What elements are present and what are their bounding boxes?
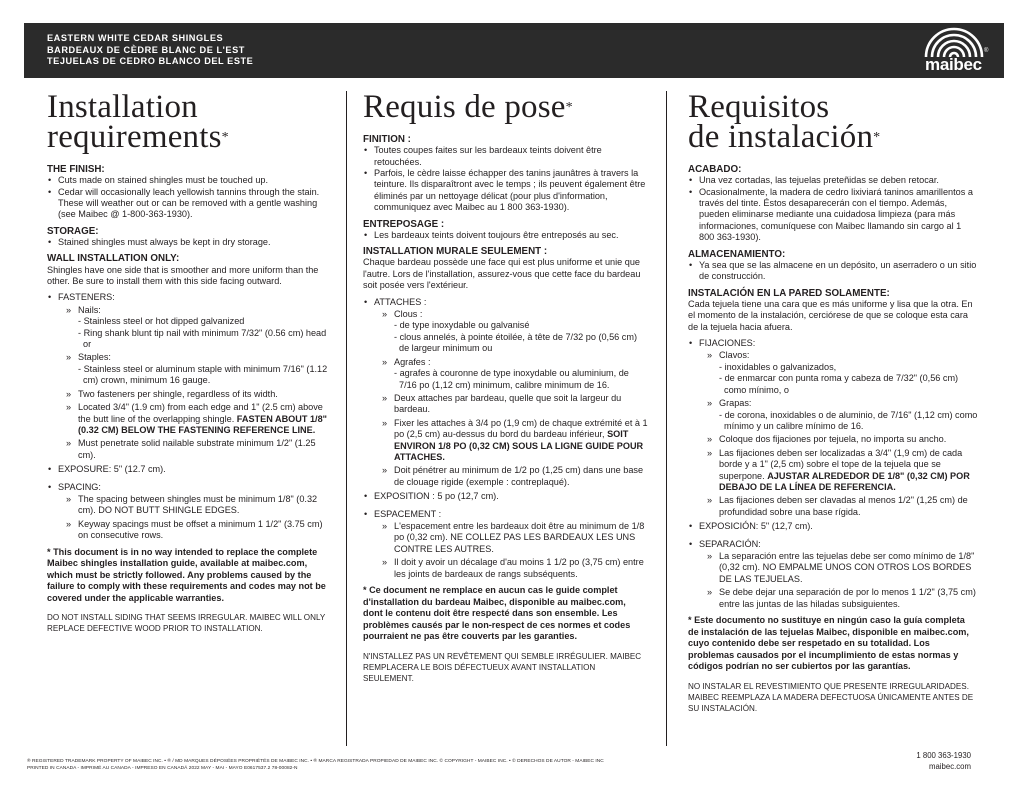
list-item-fasteners: [47, 292, 332, 461]
fasteners-label: FASTENERS:: [58, 292, 115, 303]
title-line-1: Requisitos: [688, 89, 830, 125]
footer-website[interactable]: maibec.com: [928, 761, 971, 771]
maibec-arch-icon: [918, 26, 990, 58]
sub-item: [382, 418, 648, 464]
sub-item: » L'espacement entre les bardeaux doit être au minimum de 1/8 po (0,32 cm). NE COLLEZ PAS LES BARDEAUX LES UNS CONTRE LES AUTRES.: [382, 521, 648, 555]
storage-list: [47, 237, 332, 248]
staples-label: Grapas:: [719, 398, 752, 409]
list-item-fasteners: [688, 338, 978, 518]
dash-list: [78, 364, 332, 387]
disclaimer-note: * Ce document ne remplace en aucun cas le guide complet d'installation du bardeau Maibec, disponible au maibec.com, dont le contenu doit être respecté dans son ensemble. Les problèmes causés par le non-respect de ces normes et codes pourraient ne pas être couverts par les garanties.: [363, 585, 631, 642]
nails-label: Nails:: [78, 304, 101, 315]
title-asterisk: *: [565, 100, 573, 115]
section-heading-wall: INSTALACIÓN EN LA PARED SOLAMENTE:: [688, 287, 890, 299]
title-asterisk: *: [221, 130, 229, 145]
located-text: Located 3/4" (1.9 cm) from each edge and 1" (2.5 cm) above the butt line of the overlapping shingle.: [78, 402, 323, 424]
list-item: • Cuts made on stained shingles must be touched up.: [47, 175, 332, 186]
list-item-fasteners: [363, 297, 648, 489]
title-line-2: de instalación: [688, 119, 874, 155]
dash-list: [78, 316, 332, 350]
nails-label: Clous :: [394, 309, 423, 320]
spacing-sublist: [699, 551, 978, 610]
sub-item: » Se debe dejar una separación de por lo menos 1 1/2" (3,75 cm) entre las juntas de las hiladas subsiguientes.: [707, 587, 978, 610]
spacing-sublist: [58, 494, 332, 542]
sub-item: [707, 350, 978, 396]
footer-legal: [27, 759, 604, 772]
list-item: • Una vez cortadas, las tejuelas preteñidas se deben retocar.: [688, 175, 978, 186]
title-asterisk: *: [873, 130, 881, 145]
wall-paragraph: Chaque bardeau possède une face qui est plus uniforme et unie que l'autre. Lors de l'installation, assurez-vous que cette face du bardeau soit posée vers l'extérieur.: [363, 257, 641, 291]
final-warning: N'INSTALLEZ PAS UN REVÊTEMENT QUI SEMBLE IRRÉGULIER. MAIBEC REMPLACERA LE BOIS DÉFECTUEUX AVANT INSTALLATION SEULEMENT.: [363, 651, 642, 683]
sub-item: » La separación entre las tejuelas debe ser como mínimo de 1/8" (0,32 cm). NO EMPALME UNOS CON OTROS LOS BORDES DE LAS TEJUELAS.: [707, 551, 978, 585]
list-item-spacing: [688, 539, 978, 610]
sub-item: » Deux attaches par bardeau, quelle que soit la largeur du bardeau.: [382, 393, 648, 416]
list-item-exposure: • EXPOSITION : 5 po (12,7 cm).: [363, 491, 648, 502]
fasteners-sublist: [374, 309, 648, 488]
dash-item: - de enmarcar con punta roma y cabeza de 7/32" (0,56 cm) como mínimo, o: [719, 373, 959, 395]
list-item: • Ya sea que se las almacene en un depósito, un aserradero o un sitio de construcción.: [688, 260, 978, 283]
sub-item: » Coloque dos fijaciones por tejuela, no importa su ancho.: [707, 434, 978, 445]
wall-paragraph: Shingles have one side that is smoother and more uniform than the other. Be sure to install them with this side facing outward.: [47, 264, 319, 287]
section-heading-wall: WALL INSTALLATION ONLY:: [47, 253, 180, 265]
page-title-es: [688, 89, 978, 155]
sub-item: [66, 402, 332, 436]
dash-item: - de type inoxydable ou galvanisé: [394, 320, 530, 331]
title-line-1: Requis de pose: [363, 89, 566, 125]
sub-item: » Il doit y avoir un décalage d'au moins 1 1/2 po (3,75 cm) entre les joints de bardeaux de rangs subséquents.: [382, 557, 648, 580]
requirements-list: [688, 338, 978, 610]
disclaimer-note: * Este documento no sustituye en ningún caso la guía completa de instalación de las tejuelas Maibec, disponible en maibec.com, cuyo contenido debe ser respetado en su totalidad. Los problemas causados por el incumplimiento de estas normas y códigos podrían no ser cubiertos por las garantías.: [688, 615, 969, 672]
sub-item: [707, 448, 978, 494]
footer-print-line: PRINTED IN CANADA - IMPRIMÉ AU CANADA - IMPRESO EN CANADÁ 2022 MAY - MAI - MAYO E0617537.2 78-00082-N: [27, 765, 298, 771]
located-text: Las fijaciones deben ser localizadas a 3/4" (1,9 cm) de cada borde y a 1" (2,5 cm) sobre el tope de la tejuela que se superpone.: [719, 447, 963, 481]
list-item-spacing: [363, 509, 648, 580]
sub-item: [382, 357, 648, 391]
sub-item: [66, 305, 332, 351]
storage-list: [688, 260, 978, 283]
fasteners-label: ATTACHES :: [374, 296, 427, 307]
banner-title-en: EASTERN WHITE CEDAR SHINGLES: [47, 33, 224, 43]
list-item: • Cedar will occasionally leach yellowish tannins through the stain. These will weather out or can be removed with a gentle washing (see Maibec @ 1-800-363-1930).: [47, 187, 332, 221]
located-bold-text: FASTEN ABOUT 1/8" (0.32 CM) BELOW THE FASTENING REFERENCE LINE.: [78, 413, 327, 435]
title-line-2: requirements: [47, 119, 222, 155]
finish-list: [688, 175, 978, 243]
sub-item: [382, 309, 648, 355]
spacing-label: SPACING:: [58, 481, 101, 492]
staples-label: Staples:: [78, 352, 111, 363]
spacing-label: SEPARACIÓN:: [699, 538, 761, 549]
dash-list: [719, 410, 978, 433]
dash-item: - Stainless steel or hot dipped galvanized: [78, 316, 245, 327]
page-title-fr: [363, 89, 648, 125]
footer-phone: 1 800 363-1930: [916, 751, 971, 760]
finish-list: [363, 145, 648, 213]
storage-list: [363, 230, 648, 241]
footer-trademark-line: ® REGISTERED TRADEMARK PROPERTY OF MAIBEC INC. • ® / MD MARQUES DÉPOSÉES PROPRIÉTÉS DE MAIBEC INC. • ® MARCA REGISTRADA PROPIEDAD DE MAIBEC INC. © COPYRIGHT - MAIBEC INC. • © DERECHOS DE AUTOR - MAIBEC INC: [27, 759, 604, 764]
list-item-exposure: • EXPOSICIÓN: 5" (12,7 cm).: [688, 521, 978, 532]
banner-title-fr: BARDEAUX DE CÈDRE BLANC DE L'EST: [47, 44, 245, 55]
requirements-list: [47, 292, 332, 541]
column-divider: [666, 91, 667, 746]
dash-item: - inoxidables o galvanizados,: [719, 361, 837, 372]
fasteners-label: FIJACIONES:: [699, 338, 756, 349]
footer-contact: [916, 751, 971, 772]
dash-item: - Stainless steel or aluminum staple with minimum 7/16" (1.12 cm) crown, minimum 16 gauge.: [78, 363, 328, 386]
spacing-sublist: [374, 521, 648, 580]
column-french: [363, 89, 648, 684]
header-banner: [24, 23, 1004, 78]
located-text: Fixer les attaches à 3/4 po (1,9 cm) de chaque extrémité et à 1 po (2,5 cm) au-dessus du bord du bardeau inférieur,: [394, 417, 648, 440]
disclaimer-note: * This document is in no way intended to replace the complete Maibec shingles installation guide, available at maibec.com, which must be strictly followed. Any problems caused by the failure to comply with these requirements and codes may not be covered under the applicable warranties.: [47, 546, 326, 603]
located-bold-text: SOIT ENVIRON 1/8 PO (0,32 CM) SOUS LA LIGNE GUIDE POUR ATTACHES.: [394, 429, 644, 462]
banner-title-es: TEJUELAS DE CEDRO BLANCO DEL ESTE: [47, 56, 254, 66]
section-heading-finish: ACABADO:: [688, 164, 742, 175]
located-bold-text: AJUSTAR ALREDEDOR DE 1/8" (0,32 CM) POR DEBAJO DE LA LÍNEA DE REFERENCIA.: [719, 470, 970, 492]
banner-titles: [47, 33, 253, 68]
logo-wordmark: maibec: [925, 55, 982, 74]
maibec-logo: [918, 26, 990, 76]
list-item: • Les bardeaux teints doivent toujours être entreposés au sec.: [363, 230, 648, 241]
sub-item: » Must penetrate solid nailable substrate minimum 1/2" (1.25 cm).: [66, 438, 332, 461]
page-title-en: [47, 89, 332, 155]
fasteners-sublist: [699, 350, 978, 518]
final-warning: DO NOT INSTALL SIDING THAT SEEMS IRREGULAR. MAIBEC WILL ONLY REPLACE DEFECTIVE WOOD PRIOR TO INSTALLATION.: [47, 613, 326, 634]
section-heading-wall: INSTALLATION MURALE SEULEMENT :: [363, 246, 548, 258]
staples-label: Agrafes :: [394, 356, 431, 367]
list-item: • Parfois, le cèdre laisse échapper des tanins jaunâtres à travers la teinture. Ils disparaîtront avec le temps ; ils peuvent également être éliminés par un nettoyage délicat (pour plus d'information, communiquez avec Maibec au 1 800 363-1930).: [363, 168, 648, 214]
section-heading-finish: FINITION :: [363, 134, 411, 145]
list-item-spacing: [47, 482, 332, 542]
column-english: [47, 89, 332, 634]
sub-item: [66, 352, 332, 386]
column-spanish: [688, 89, 978, 714]
dash-item: - clous annelés, à pointe étoilée, à tête de 7/32 po (0,56 cm) de largeur minimum ou: [394, 331, 637, 354]
section-heading-storage: STORAGE:: [47, 225, 99, 237]
dash-list: [394, 320, 648, 354]
requirements-list: [363, 297, 648, 580]
list-item: • Stained shingles must always be kept in dry storage.: [47, 237, 332, 248]
sub-item: » Keyway spacings must be offset a minimum 1 1/2" (3.75 cm) on consecutive rows.: [66, 519, 332, 542]
spacing-label: ESPACEMENT :: [374, 508, 442, 519]
dash-list: [719, 362, 978, 396]
section-heading-storage: ALMACENAMIENTO:: [688, 248, 786, 260]
sub-item: » Two fasteners per shingle, regardless of its width.: [66, 389, 332, 400]
dash-list: [394, 368, 648, 391]
column-divider: [346, 91, 347, 746]
nails-label: Clavos:: [719, 350, 750, 361]
sub-item: [707, 398, 978, 432]
section-heading-finish: THE FINISH:: [47, 164, 105, 175]
logo-registered-mark: ®: [984, 48, 989, 54]
fasteners-sublist: [58, 305, 332, 461]
section-heading-storage: ENTREPOSAGE :: [363, 218, 445, 230]
final-warning: NO INSTALAR EL REVESTIMIENTO QUE PRESENTE IRREGULARIDADES. MAIBEC REEMPLAZA LA MADERA DEFECTUOSA ÚNICAMENTE ANTES DE SU INSTALACIÓN.: [688, 681, 974, 713]
sub-item: » Doit pénétrer au minimum de 1/2 po (1,25 cm) dans une base de clouage rigide (exemple : contreplaqué).: [382, 465, 648, 488]
dash-item: - agrafes à couronne de type inoxydable ou aluminium, de 7/16 po (1,12 cm) minimum, calibre minimum de 16.: [394, 368, 629, 390]
title-line-1: Installation: [47, 89, 198, 125]
finish-list: [47, 175, 332, 221]
list-item: • Ocasionalmente, la madera de cedro lixiviará taninos amarillentos a través del tinte. Éstos desaparecerán con el tiempo. Además, pueden eliminarse mediante una cuidadosa limpieza (para más informaciones, comuníquese con Maibec llamando sin cargo al 1 800 363-1930).: [688, 187, 978, 244]
list-item-exposure: • EXPOSURE: 5" (12.7 cm).: [47, 464, 332, 475]
sub-item: » The spacing between shingles must be minimum 1/8" (0.32 cm). DO NOT BUTT SHINGLE EDGES.: [66, 494, 332, 517]
sub-item: » Las fijaciones deben ser clavadas al menos 1/2" (1,25 cm) de profundidad sobre una base rígida.: [707, 495, 978, 518]
wall-paragraph: Cada tejuela tiene una cara que es más uniforme y lisa que la otra. En el momento de la instalación, cerciórese de que se coloque esta cara de la tejuela hacia afuera.: [688, 298, 973, 332]
dash-item: - de corona, inoxidables o de aluminio, de 7/16" (1,12 cm) como mínimo y un calibre mínimo de 16.: [719, 409, 978, 431]
dash-item: - Ring shank blunt tip nail with minimum 7/32" (0.56 cm) head or: [78, 327, 327, 350]
list-item: • Toutes coupes faites sur les bardeaux teints doivent être retouchées.: [363, 145, 648, 168]
